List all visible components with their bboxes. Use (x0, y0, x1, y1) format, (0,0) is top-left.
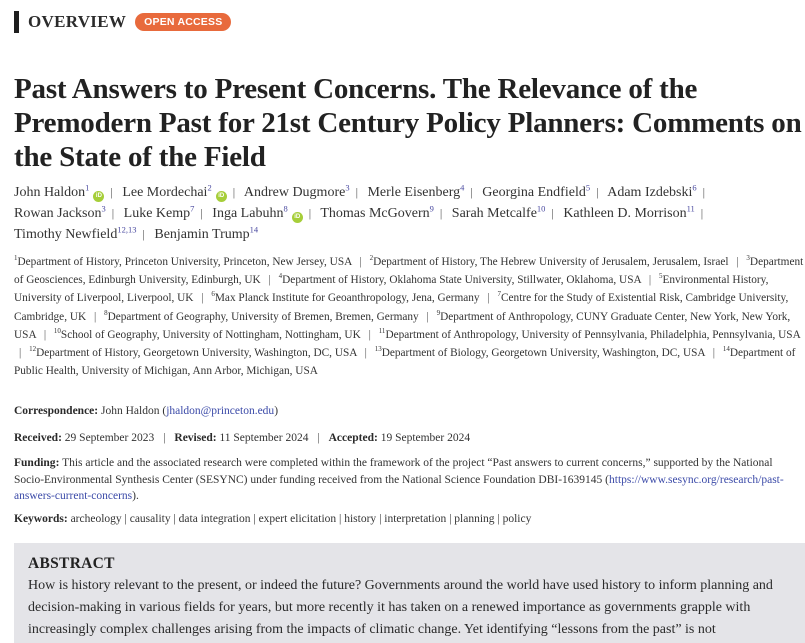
author-name[interactable]: Adam Izdebski (607, 185, 693, 200)
separator: | (359, 256, 362, 268)
affiliation: $^{12}$Department of History, Georgetown University, Washington, DC, USA (29, 345, 357, 360)
section-label: OVERVIEW (28, 12, 127, 31)
separator: | (712, 347, 716, 360)
author-name[interactable]: Sarah Metcalfe (451, 206, 537, 221)
author-name[interactable]: Andrew Dugmore (243, 185, 346, 200)
author[interactable] (320, 203, 434, 221)
author-name[interactable]: Luke Kemp (123, 206, 191, 221)
separator: | (487, 292, 490, 305)
author-name[interactable]: Lee Mordechai (122, 185, 208, 200)
keyword[interactable]: data integration (178, 513, 251, 525)
separator: | (736, 256, 739, 268)
separator: | (355, 185, 358, 199)
abstract-heading: ABSTRACT (28, 555, 115, 572)
affiliation: $^7$Centre for the Study of Existential Risk, Cambridge University, Cambridge, UK (14, 290, 789, 323)
accepted-date: 19 September 2024 (380, 432, 471, 444)
author[interactable] (482, 182, 591, 200)
revised-label: Revised (174, 432, 213, 444)
funding-label: Funding (14, 457, 56, 469)
separator: | (439, 206, 443, 220)
author[interactable] (563, 203, 695, 221)
orcid-icon[interactable]: iD (216, 191, 227, 202)
affiliation-ref[interactable]: 12,13 (117, 224, 137, 235)
affiliation-ref[interactable]: 9 (429, 203, 434, 214)
orcid-icon[interactable]: iD (93, 191, 104, 202)
keyword[interactable]: interpretation (384, 513, 447, 525)
separator: | (268, 274, 271, 287)
orcid-icon[interactable]: iD (292, 212, 303, 223)
affiliation-ref[interactable]: 4 (460, 182, 465, 193)
separator: | (94, 310, 97, 323)
correspondence-name: John Haldon (101, 405, 160, 417)
affiliation-ref[interactable]: 10 (536, 203, 546, 214)
author[interactable] (607, 182, 697, 200)
author-name[interactable]: Thomas McGovern (320, 206, 430, 221)
author-name[interactable]: Inga Labuhn (212, 206, 284, 221)
correspondence-label: Correspondence (14, 405, 95, 417)
affiliation: $^6$Max Planck Institute for Geoanthropology, Jena, Germany (211, 290, 480, 305)
separator: | (368, 328, 371, 341)
separator: | (336, 513, 345, 525)
abstract-text: How is history relevant to the present, or indeed the future? Governments around the world have used history to inform planning and decision-making in various fields for years, but more recently it has taken on a renewed importance as governments grapple with increasingly complex challenges arising from the impacts of climatic change. Yet identifying “lessons from the past” is not (28, 578, 773, 637)
funding-link[interactable]: https://www.sesync.org/research/past-answers-current-concerns (14, 473, 784, 502)
affiliation: $^9$Department of Anthropology, CUNY Graduate Center, New York, New York, USA (14, 308, 791, 341)
separator: | (648, 274, 652, 287)
open-access-badge: OPEN ACCESS (135, 13, 231, 31)
affiliation: $^1$Department of History, Princeton University, Princeton, New Jersey, USA (14, 254, 352, 268)
author[interactable] (14, 224, 137, 242)
article-title: Past Answers to Present Concerns. The Relevance of the Premodern Past for 21st Century Policy Planners: Comments on the State of the Field (14, 73, 802, 173)
separator: | (426, 310, 429, 323)
author-list (14, 182, 804, 245)
separator: | (200, 206, 203, 220)
author-name[interactable]: Kathleen D. Morrison (563, 206, 687, 221)
separator: | (470, 185, 473, 199)
affiliation: $^3$Department of Geosciences, Edinburgh University, Edinburgh, UK (14, 254, 804, 287)
correspondence-email-link[interactable]: jhaldon@princeton.edu (166, 405, 275, 417)
affiliation: $^{13}$Department of Biology, Georgetown University, Washington, DC, USA (374, 345, 705, 360)
affiliation-ref[interactable]: 14 (249, 224, 259, 235)
article-type-header (14, 11, 231, 33)
affiliation-ref[interactable]: 3 (345, 182, 350, 193)
author[interactable] (14, 203, 106, 221)
affiliation-ref[interactable]: 1 (85, 182, 90, 193)
funding-statement: Funding: This article and the associated research were completed within the framework of the project “Past answers to current concerns,” supported by the National Socio-Environmental Synthesis Center (SESYNC) under funding received from the National Science Foundation DBI-1639145 (https://www.sesync.org/research/past-answers-current-concerns). (14, 457, 784, 502)
affiliations (14, 253, 804, 380)
keyword[interactable]: policy (502, 513, 532, 525)
affiliation-ref[interactable]: 11 (686, 203, 695, 214)
separator: | (121, 513, 130, 525)
keyword[interactable]: history (344, 513, 377, 525)
keyword-list (71, 513, 532, 525)
affiliation: $^8$Department of Geography, University of Bremen, Bremen, Germany (104, 308, 419, 323)
affiliation: $^{10}$School of Geography, University of Nottingham, Nottingham, UK (53, 327, 361, 341)
affiliation: $^2$Department of History, The Hebrew University of Jerusalem, Jerusalem, Israel (369, 254, 729, 268)
section-marker (14, 11, 19, 33)
separator: | (700, 206, 704, 220)
separator: | (551, 206, 554, 220)
keyword[interactable]: causality (129, 513, 171, 525)
keywords: Keywords: archeology | causality | data integration | expert elicitation | history | interpretation | planning | policy (14, 513, 532, 525)
author[interactable] (212, 203, 302, 221)
affiliation-ref[interactable]: 3 (101, 203, 106, 214)
author[interactable] (451, 203, 546, 221)
separator: | (250, 513, 259, 525)
author-name[interactable]: Rowan Jackson (14, 206, 102, 221)
affiliation-ref[interactable]: 7 (190, 203, 195, 214)
affiliation: $^{14}$Department of Public Health, University of Michigan, Ann Arbor, Michigan, USA (14, 345, 796, 378)
separator: | (110, 185, 113, 199)
author[interactable] (243, 182, 350, 200)
affiliation: $^5$Environmental History, University of Liverpool, Liverpool, UK (14, 272, 769, 305)
affiliation-ref[interactable]: 8 (283, 203, 288, 214)
separator: | (376, 513, 385, 525)
keyword[interactable]: planning (454, 513, 495, 525)
separator: | (446, 513, 455, 525)
correspondence: Correspondence: John Haldon (jhaldon@princeton.edu) (14, 405, 279, 417)
keywords-label: Keywords (14, 513, 64, 525)
separator: | (702, 185, 706, 199)
separator: | (170, 513, 179, 525)
affiliation-ref[interactable]: 2 (207, 182, 212, 193)
author[interactable] (367, 182, 465, 200)
separator: | (19, 347, 22, 360)
author-name[interactable]: Benjamin Trump (154, 227, 250, 242)
author[interactable] (123, 203, 195, 221)
separator: | (364, 347, 367, 360)
affiliation: $^{11}$Department of Anthropology, University of Pennsylvania, Philadelphia, Pennsylvania, USA (378, 327, 801, 341)
separator: | (201, 292, 204, 305)
author-name[interactable]: Timothy Newfield (14, 227, 118, 242)
author[interactable] (122, 182, 226, 200)
article-dates: Received: 29 September 2023 | Revised: 11 September 2024 | Accepted: 19 September 2024 (14, 430, 471, 444)
separator: | (43, 328, 47, 341)
separator: | (142, 227, 145, 241)
author[interactable] (14, 182, 104, 200)
received-label: Received (14, 432, 59, 444)
separator: | (494, 513, 503, 525)
received-date: 29 September 2023 (64, 432, 155, 444)
author-name[interactable]: Merle Eisenberg (367, 185, 461, 200)
revised-date: 11 September 2024 (219, 432, 309, 444)
author[interactable] (154, 224, 259, 242)
affiliation-ref[interactable]: 6 (692, 182, 697, 193)
author-name[interactable]: Georgina Endfield (482, 185, 586, 200)
affiliation-ref[interactable]: 5 (585, 182, 591, 193)
keyword[interactable]: expert elicitation (258, 513, 337, 525)
keyword[interactable]: archeology (70, 513, 122, 525)
separator: | (308, 206, 312, 220)
author-name[interactable]: John Haldon (14, 185, 86, 200)
separator: | (596, 185, 599, 199)
funding-text: This article and the associated research were completed within the framework of the project “Past answers to current concerns,” supported by the National Socio-Environmental Synthesis Center (SESYNC) under funding received from the National Science Foundation DBI-1639145 ( (14, 457, 773, 486)
separator: | (111, 206, 115, 220)
accepted-label: Accepted (328, 432, 374, 444)
affiliation: $^4$Department of History, Oklahoma State University, Stillwater, Oklahoma, USA (278, 272, 642, 287)
separator: | (232, 185, 236, 199)
abstract-box (14, 543, 805, 643)
